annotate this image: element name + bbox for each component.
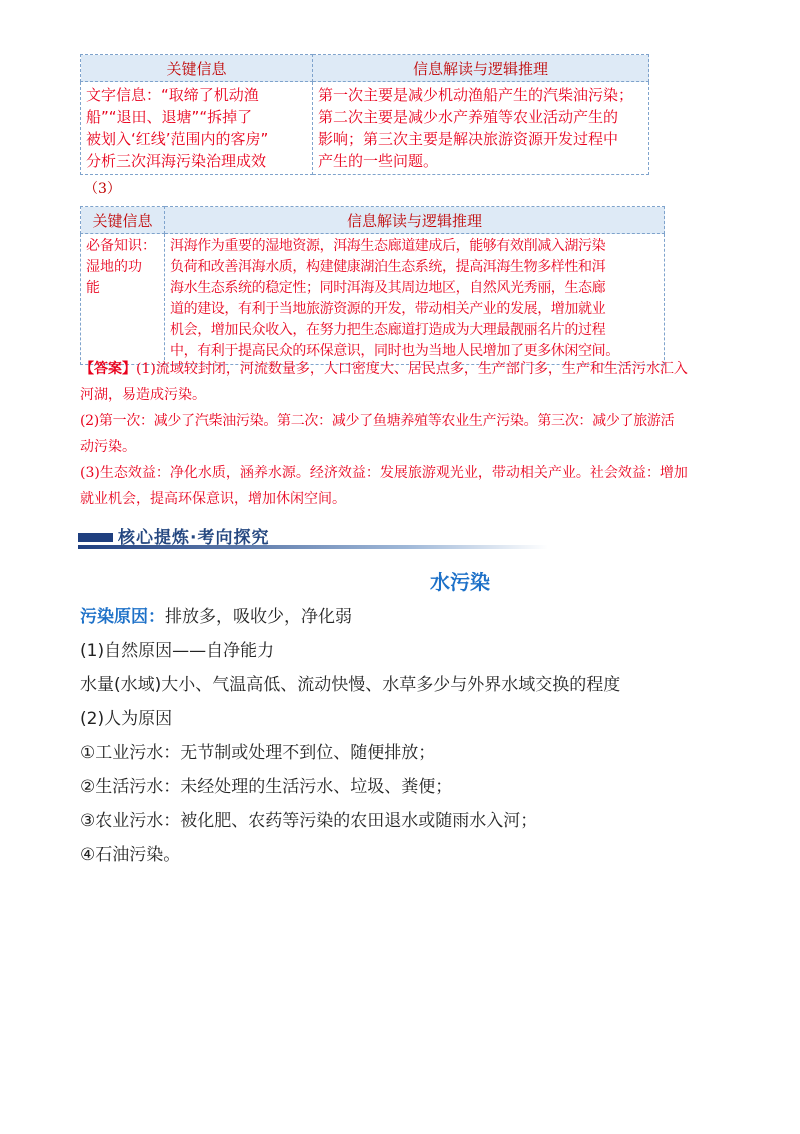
cell-line: 湿地的功: [86, 259, 142, 275]
banner-bar-decoration: [78, 533, 113, 542]
answer-line: 动污染。: [80, 439, 136, 455]
cell-line: 文字信息：“取缔了机动渔: [86, 86, 259, 104]
key-info-table-3: [80, 206, 665, 365]
cell-line: 第一次主要是减少机动渔船产生的汽柴油污染；: [318, 86, 634, 104]
answer-line: (3)生态效益：净化水质，涵养水源。经济效益：发展旅游观光业，带动相关产业。社会效益：增加: [80, 465, 688, 481]
pollution-cause-label: 污染原因：: [80, 607, 165, 627]
section-title: 核心提炼·考向探究: [118, 528, 270, 548]
table-cell-interpretation: [313, 82, 649, 175]
cell-line: 必备知识：: [86, 238, 156, 254]
topic-title: 水污染: [430, 570, 490, 594]
content-line: (2)人为原因: [80, 709, 173, 729]
cell-line: 产生的一些问题。: [318, 152, 439, 170]
section-banner: [78, 520, 548, 550]
pollution-cause-line: [80, 602, 740, 627]
cell-line: 船”“退田、退塘”“拆掉了: [86, 108, 253, 126]
answer-line: [80, 356, 720, 382]
content-line: (1)自然原因——自净能力: [80, 641, 275, 661]
table-header-interpretation: 信息解读与逻辑推理: [165, 207, 665, 234]
cell-line: 能: [86, 280, 100, 296]
cell-line: 第二次主要是减少水产养殖等农业活动产生的: [318, 108, 619, 126]
answer-line: 河湖，易造成污染。: [80, 387, 206, 403]
cell-line: 分析三次洱海污染治理成效: [86, 152, 267, 170]
content-line: ②生活污水：未经处理的生活污水、垃圾、粪便；: [80, 777, 453, 797]
sub-question-number: （3）: [84, 181, 121, 197]
table-cell-interpretation: [165, 234, 665, 365]
answer-text: (1)流域较封闭，河流数量多，人口密度大、居民点多，生产部门多，生产和生活污水汇入: [136, 361, 688, 377]
content-line: ①工业污水：无节制或处理不到位、随便排放；: [80, 743, 436, 763]
answer-tag: 【答案】: [80, 361, 136, 377]
cell-line: 海水生态系统的稳定性；同时洱海及其周边地区，自然风光秀丽，生态廊: [170, 280, 606, 296]
answer-line: 就业机会，提高环保意识，增加休闲空间。: [80, 491, 346, 507]
table-cell-key-info: [81, 234, 165, 365]
table-header-interpretation: 信息解读与逻辑推理: [313, 55, 649, 82]
table-header-key-info: 关键信息: [81, 55, 313, 82]
cell-line: 被划入‘红线’范围内的客房”: [86, 130, 269, 148]
pollution-cause-text: 排放多，吸收少，净化弱: [165, 607, 352, 627]
cell-line: 洱海作为重要的湿地资源，洱海生态廊道建成后，能够有效削减入湖污染: [170, 238, 606, 254]
answer-line: (2)第一次：减少了汽柴油污染。第二次：减少了鱼塘养殖等农业生产污染。第三次：减少了旅游活: [80, 413, 675, 429]
cell-line: 机会，增加民众收入，在努力把生态廊道打造成为大理最靓丽名片的过程: [170, 322, 606, 338]
content-line: 水量(水域)大小、气温高低、流动快慢、水草多少与外界水域交换的程度: [80, 675, 621, 695]
answer-block: [80, 356, 720, 512]
cell-line: 道的建设，有利于当地旅游资源的开发，带动相关产业的发展，增加就业: [170, 301, 606, 317]
key-info-table-2: [80, 54, 649, 175]
content-line: ④石油污染。: [80, 845, 181, 865]
table-header-key-info: 关键信息: [81, 207, 165, 234]
cell-line: 中，有利于提高民众的环保意识，同时也为当地人民增加了更多休闲空间。: [170, 343, 619, 359]
content-line: ③农业污水：被化肥、农药等污染的农田退水或随雨水入河；: [80, 811, 538, 831]
table-cell-key-info: [81, 82, 313, 175]
cell-line: 影响；第三次主要是解决旅游资源开发过程中: [318, 130, 619, 148]
cell-line: 负荷和改善洱海水质，构建健康湖泊生态系统，提高洱海生物多样性和洱: [170, 259, 606, 275]
